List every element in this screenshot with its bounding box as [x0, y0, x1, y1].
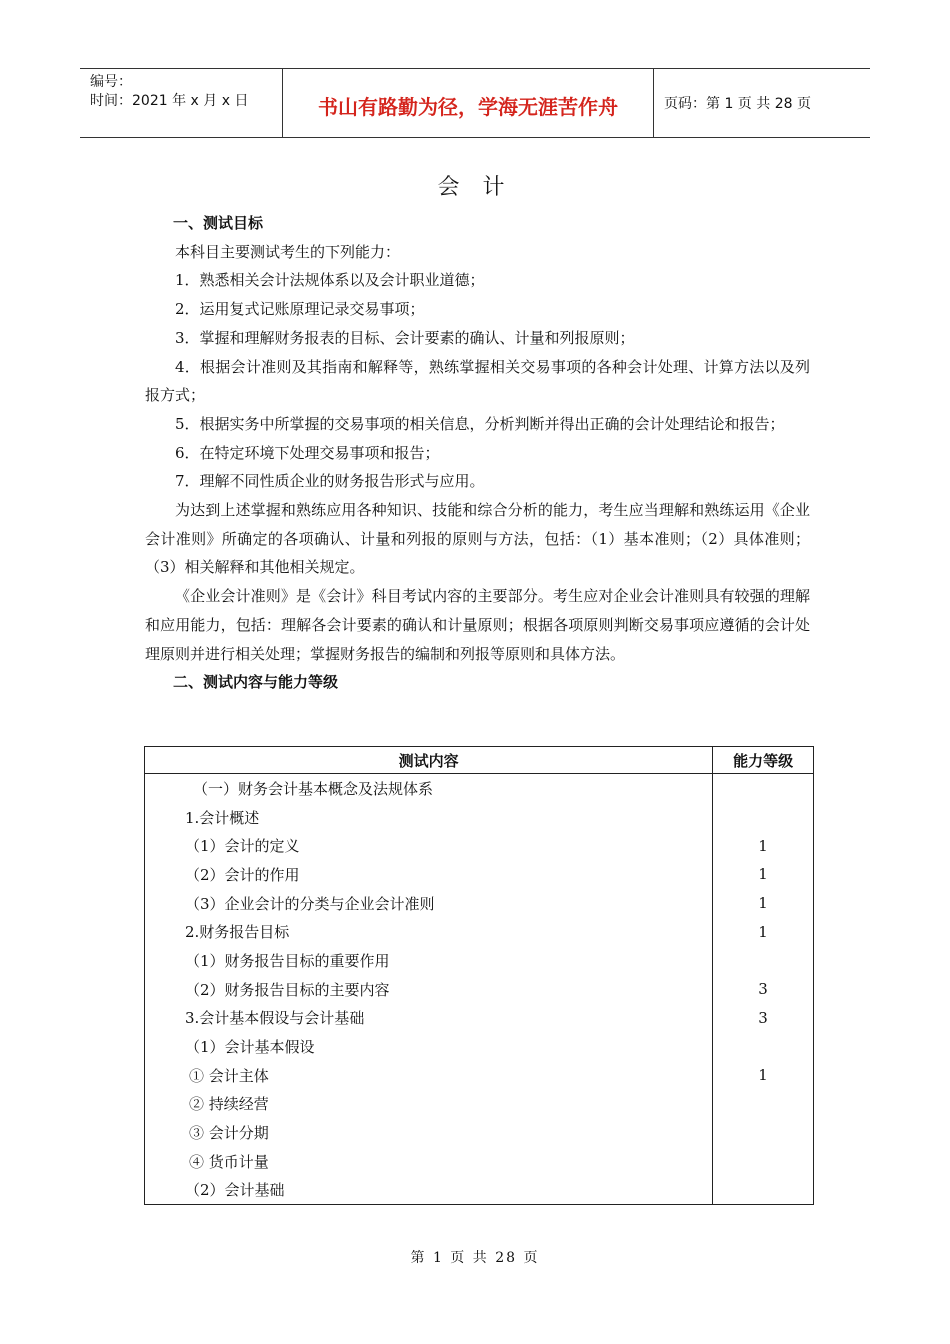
- content-level-table: [144, 746, 814, 1205]
- row-content: 1.会计概述: [145, 803, 713, 832]
- table-row: [145, 803, 814, 832]
- table-header-row: [145, 747, 814, 774]
- document-title: 会 计: [437, 175, 513, 200]
- row-level: 3: [713, 1004, 814, 1033]
- table-row: [145, 1176, 814, 1205]
- table-row: [145, 1032, 814, 1061]
- row-content: （2）会计的作用: [145, 860, 713, 889]
- table-row: [145, 1147, 814, 1176]
- row-content: ③ 会计分期: [145, 1118, 713, 1147]
- row-level: [713, 803, 814, 832]
- time-label: 时间：2021 年 x 月 x 日: [90, 93, 249, 109]
- objective-item: 2．运用复式记账原理记录交易事项；: [175, 300, 425, 319]
- row-level: [713, 774, 814, 803]
- section1-paragraph-2: 《企业会计准则》是《会计》科目考试内容的主要部分。考生应对企业会计准则具有较强的理解和应用能力，包括：理解各会计要素的确认和计量原则；根据各项原则判断交易事项应遵循的会计处理原则并进行相关处理；掌握财务报告的编制和列报等原则和具体方法。: [145, 587, 810, 663]
- row-content: （2）会计基础: [145, 1176, 713, 1205]
- header-meta: [80, 69, 282, 137]
- objective-item: 1．熟悉相关会计法规体系以及会计职业道德；: [175, 271, 485, 290]
- table-row: [145, 946, 814, 975]
- row-content: ④ 货币计量: [145, 1147, 713, 1176]
- row-content: （1）会计基本假设: [145, 1032, 713, 1061]
- table-row: [145, 1118, 814, 1147]
- table-row: [145, 1004, 814, 1033]
- row-content: （3）企业会计的分类与企业会计准则: [145, 889, 713, 918]
- row-level: 1: [713, 889, 814, 918]
- row-level: 3: [713, 975, 814, 1004]
- column-header-content: 测试内容: [145, 747, 713, 774]
- row-content: 2.财务报告目标: [145, 917, 713, 946]
- row-content: 3.会计基本假设与会计基础: [145, 1004, 713, 1033]
- row-level: 1: [713, 860, 814, 889]
- row-content: （1）财务报告目标的重要作用: [145, 946, 713, 975]
- row-level: [713, 1176, 814, 1205]
- section1-heading: 一、测试目标: [173, 214, 264, 232]
- table-row: [145, 1090, 814, 1119]
- table-row: [145, 917, 814, 946]
- table-row: [145, 1061, 814, 1090]
- row-level: 1: [713, 917, 814, 946]
- page-header: [80, 68, 870, 138]
- row-level: [713, 1032, 814, 1061]
- table-body: [145, 774, 814, 1205]
- row-content: （1）会计的定义: [145, 831, 713, 860]
- objective-item: 7．理解不同性质企业的财务报告形式与应用。: [175, 472, 485, 491]
- section1-intro: 本科目主要测试考生的下列能力：: [175, 242, 401, 261]
- objective-item: 3．掌握和理解财务报表的目标、会计要素的确认、计量和列报原则；: [175, 328, 635, 347]
- objective-item: 5．根据实务中所掌握的交易事项的相关信息，分析判断并得出正确的会计处理结论和报告；: [175, 414, 785, 433]
- objective-item: 6．在特定环境下处理交易事项和报告；: [175, 443, 440, 462]
- row-content: ① 会计主体: [145, 1061, 713, 1090]
- column-header-level: 能力等级: [713, 747, 814, 774]
- row-content: （2）财务报告目标的主要内容: [145, 975, 713, 1004]
- table-row: [145, 860, 814, 889]
- section2-heading: 二、测试内容与能力等级: [173, 673, 339, 692]
- table-row: [145, 889, 814, 918]
- row-level: 1: [713, 1061, 814, 1090]
- page-footer: 第 1 页 共 28 页: [410, 1250, 540, 1266]
- number-label: 编号：: [90, 74, 132, 90]
- section-test-objectives: [145, 209, 810, 697]
- header-motto: 书山有路勤为径，学海无涯苦作舟: [282, 69, 654, 137]
- row-level: [713, 1147, 814, 1176]
- row-level: [713, 946, 814, 975]
- section1-paragraph-1: 为达到上述掌握和熟练应用各种知识、技能和综合分析的能力，考生应当理解和熟练运用《企业会计准则》所确定的各项确认、计量和列报的原则与方法，包括：（1）基本准则；（2）具体准则；（3）相关解释和其他相关规定。: [145, 501, 810, 577]
- row-content: ② 持续经营: [145, 1090, 713, 1119]
- table-row: [145, 831, 814, 860]
- row-level: [713, 1090, 814, 1119]
- table-row: [145, 975, 814, 1004]
- row-level: [713, 1118, 814, 1147]
- row-content: （一）财务会计基本概念及法规体系: [145, 774, 713, 803]
- header-page-info: 页码：第 1 页 共 28 页: [664, 96, 811, 112]
- table-row: [145, 774, 814, 803]
- row-level: 1: [713, 831, 814, 860]
- objective-item: 4．根据会计准则及其指南和解释等，熟练掌握相关交易事项的各种会计处理、计算方法以及列报方式；: [145, 357, 810, 405]
